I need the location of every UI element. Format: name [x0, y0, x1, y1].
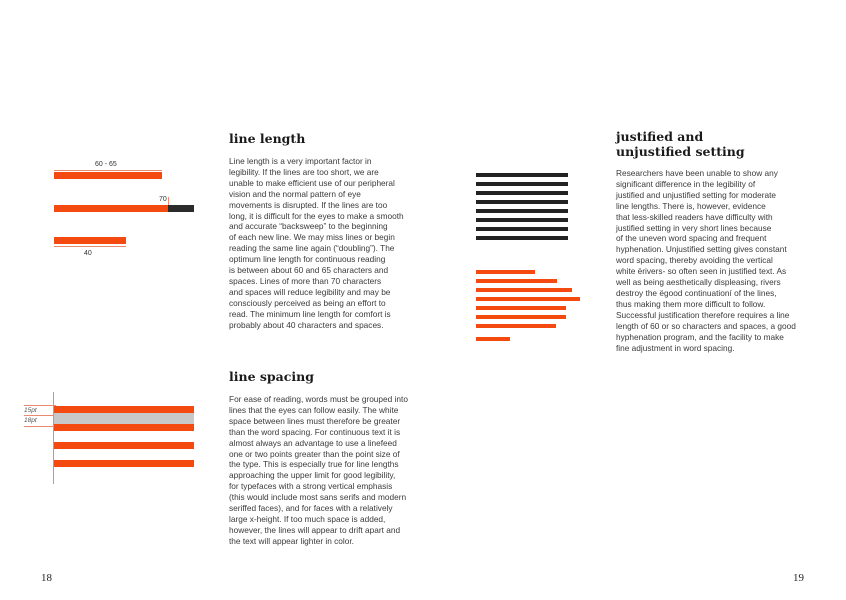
label-70: 70: [159, 196, 167, 203]
page-number-left: 18: [41, 572, 52, 584]
label-40: 40: [84, 250, 92, 257]
justified-line-2: [476, 182, 568, 186]
spacing-bar-1: [54, 406, 194, 413]
line-length-body: Line length is a very important factor in legibility. If the lines are too short, we are unable to make efficient use of our peripheral vision and the normal pattern of eye movements is disrupted. If the lines are too long, it is difficult for the eyes to make a smooth and accurate “backsweep” to the beginning of each new line. We may miss lines or begin reading the same line again (“doubling”). The optimum line length for continuous reading is between about 60 and 65 characters and spaces. Lines of more than 70 characters and spaces will reduce legibility and may be consciously perceived as being an effort to read. The minimum line length for comfort is probably about 40 characters and spaces.: [229, 156, 404, 330]
label-18pt: 18pt: [24, 417, 37, 424]
unjustified-line-3: [476, 288, 572, 292]
line-spacing-heading: line spacing: [229, 369, 314, 384]
justified-line-1: [476, 173, 568, 177]
bar-40: [54, 237, 126, 244]
justified-heading: [616, 129, 745, 159]
line-spacing-body: For ease of reading, words must be grouped into lines that the eyes can follow easily. The white space between lines must therefore be greater than the word spacing. For continuous text it is almost always an advantage to use a linefeed one or two points greater than the point size of the type. This is especially true for line lengths approaching the upper limit for good legibility, for typefaces with a strong vertical emphasis (this would include most sans serifs and modern seriffed faces), and for faces with a relatively large x-height. If too much space is added, however, the lines will appear to drift apart and the text will appear lighter in color.: [229, 394, 408, 546]
bar-60-65: [54, 172, 162, 179]
justified-line-3: [476, 191, 568, 195]
justified-heading-line-2: unjustified setting: [616, 144, 745, 159]
guide-15pt-top: [24, 405, 56, 406]
justified-line-8: [476, 236, 568, 240]
bar-70: [54, 205, 168, 212]
justified-body: Researchers have been unable to show any significant difference in the legibility of justified and unjustified setting for moderate line lengths. There is, however, evidence that less-skilled readers have difficulty with justified setting in very short lines because of the uneven word spacing and frequent hyphenation. Unjustified setting gives constant word spacing, thereby avoiding the vertical white ërivers‑ so often seen in justified text. As well as being aesthetically displeasing, rivers destroy the ëgood continuationí of the lines, thus making them more difficult to follow. Successful justification therefore requires a line length of 60 or so characters and spaces, a good hyphenation program, and the facility to make fine adjustment in word spacing.: [616, 168, 796, 353]
guide-15pt-bottom: [24, 415, 56, 416]
unjustified-line-7: [476, 324, 556, 328]
page-number-right: 19: [793, 572, 804, 584]
unjustified-line-8: [476, 337, 510, 341]
label-15pt: 15pt: [24, 407, 37, 414]
unjustified-line-1: [476, 270, 535, 274]
bar-overflow: [168, 205, 194, 212]
line-length-heading: line length: [229, 131, 306, 146]
unjustified-line-2: [476, 279, 557, 283]
spacing-bar-4: [54, 460, 194, 467]
spacing-bar-2: [54, 424, 194, 431]
guide-line-60-65: [54, 170, 162, 171]
unjustified-line-6: [476, 315, 566, 319]
justified-line-7: [476, 227, 568, 231]
spacing-grey-block: [54, 413, 194, 424]
justified-line-4: [476, 200, 568, 204]
guide-line-40: [54, 246, 126, 247]
guide-18pt-bottom: [24, 426, 56, 427]
justified-line-5: [476, 209, 568, 213]
justified-line-6: [476, 218, 568, 222]
guide-tick-70: [168, 197, 169, 205]
unjustified-line-5: [476, 306, 566, 310]
justified-heading-line-1: justified and: [616, 129, 704, 144]
label-60-65: 60 - 65: [95, 161, 117, 168]
unjustified-line-4: [476, 297, 580, 301]
spacing-bar-3: [54, 442, 194, 449]
